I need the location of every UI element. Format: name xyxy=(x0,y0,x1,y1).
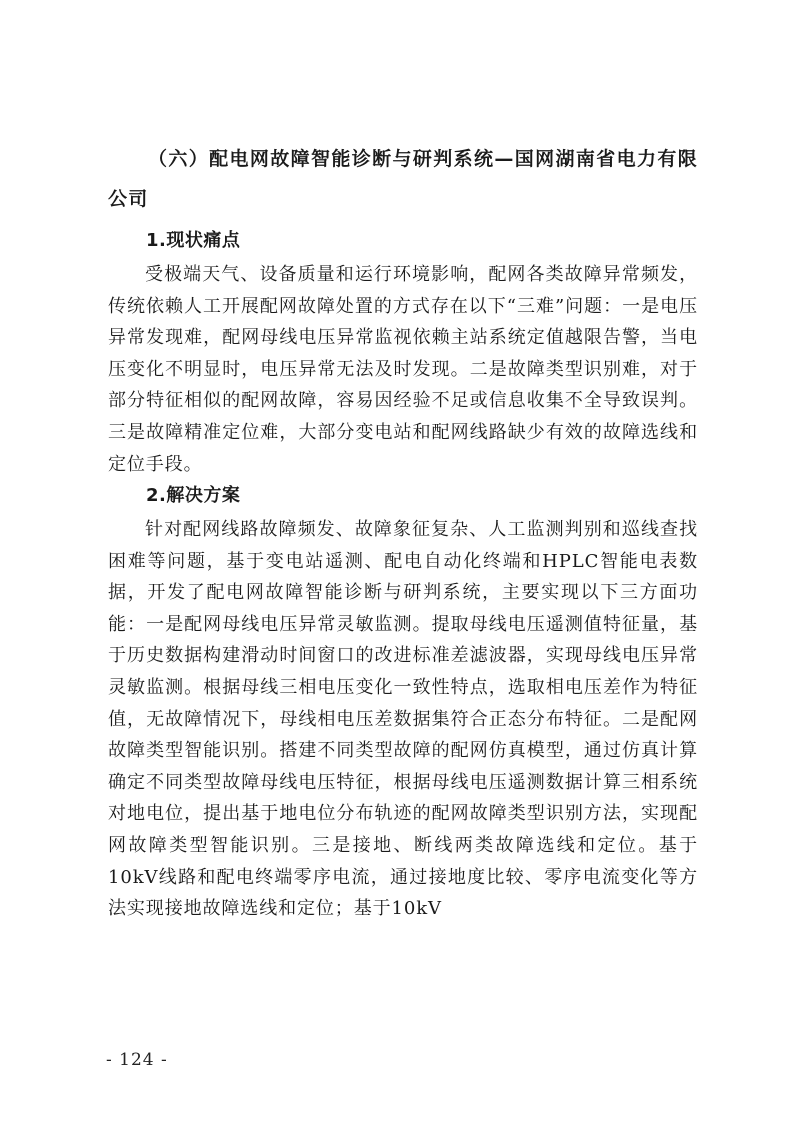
page-number: - 124 - xyxy=(106,1050,168,1070)
section-title: （六）配电网故障智能诊断与研判系统—国网湖南省电力有限公司 xyxy=(108,148,698,210)
heading-current-pain-points: 1.现状痛点 xyxy=(146,230,241,251)
paragraph-solution: 针对配网线路故障频发、故障象征复杂、人工监测判别和巡线查找困难等问题，基于变电站遥测、配电自动化终端和HPLC智能电表数据，开发了配电网故障智能诊断与研判系统，主要实现以下三方面功能：一是配网母线电压异常灵敏监测。提取母线电压遥测值特征量，基于历史数据构建滑动时间窗口的改进标准差滤波器，实现母线电压异常灵敏监测。根据母线三相电压变化一致性特点，选取相电压差作为特征值，无故障情况下，母线相电压差数据集符合正态分布特征。二是配网故障类型智能识别。搭建不同类型故障的配网仿真模型，通过仿真计算确定不同类型故障母线电压特征，根据母线电压遥测数据计算三相系统对地电位，提出基于地电位分布轨迹的配网故障类型识别方法，实现配网故障类型智能识别。三是接地、断线两类故障选线和定位。基于10kV线路和配电终端零序电流，通过接地度比较、零序电流变化等方法实现接地故障选线和定位；基于10kV xyxy=(108,519,698,920)
heading-solution: 2.解决方案 xyxy=(146,485,241,506)
paragraph-current-pain-points: 受极端天气、设备质量和运行环境影响，配网各类故障异常频发，传统依赖人工开展配网故障处置的方式存在以下“三难”问题：一是电压异常发现难，配网母线电压异常监视依赖主站系统定值越限告警，当电压变化不明显时，电压异常无法及时发现。二是故障类型识别难，对于部分特征相似的配网故障，容易因经验不足或信息收集不全导致误判。三是故障精准定位难，大部分变电站和配网线路缺少有效的故障选线和定位手段。 xyxy=(108,264,698,475)
